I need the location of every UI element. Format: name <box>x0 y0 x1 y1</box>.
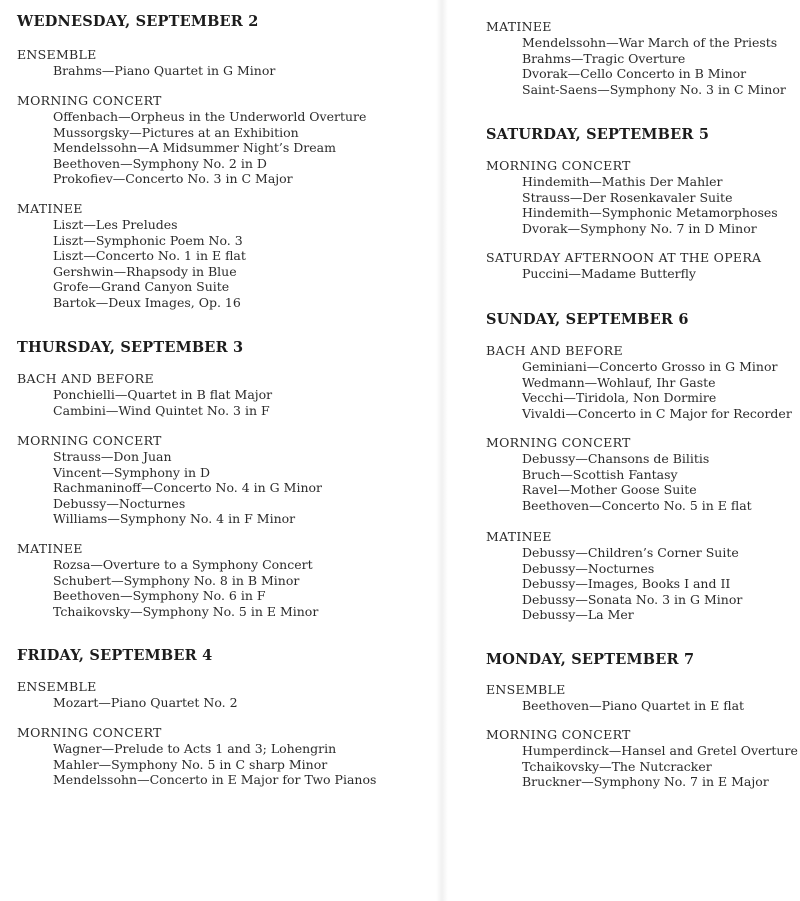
piece: Beethoven—Symphony No. 2 in D <box>53 155 267 171</box>
section-title: MORNING CONCERT <box>486 435 631 450</box>
section-afternoon-opera <box>486 250 761 282</box>
piece: Williams—Symphony No. 4 in F Minor <box>53 511 296 526</box>
piece: Beethoven—Concerto No. 5 in E flat <box>522 497 752 513</box>
section-matinee <box>17 201 246 310</box>
piece: Beethoven—Piano Quartet in E flat <box>522 698 745 713</box>
piece: Brahms—Piano Quartet in G Minor <box>53 63 276 78</box>
piece: Mahler—Symphony No. 5 in C sharp Minor <box>53 756 328 772</box>
section-title: MATINEE <box>486 529 552 544</box>
piece: Vivaldi—Concerto in C Major for Recorder <box>522 405 792 421</box>
section-title: ENSEMBLE <box>17 47 97 62</box>
piece: Brahms—Tragic Overture <box>522 50 686 66</box>
piece: Strauss—Don Juan <box>53 449 172 464</box>
piece: Mendelssohn—A Midsummer Night’s Dream <box>53 140 336 155</box>
day-heading-thursday: THURSDAY, SEPTEMBER 3 <box>17 339 244 356</box>
section-bach-and-before <box>486 343 792 421</box>
section-title: ENSEMBLE <box>486 682 566 697</box>
section-title: SATURDAY AFTERNOON AT THE OPERA <box>486 250 762 265</box>
piece: Debussy—Nocturnes <box>53 495 186 511</box>
section-title: MATINEE <box>17 201 83 216</box>
section-title: ENSEMBLE <box>17 679 97 694</box>
section-morning-concert <box>486 435 752 513</box>
piece: Debussy—Images, Books I and II <box>522 576 731 591</box>
section-morning-concert <box>17 433 322 527</box>
section-morning-concert <box>486 727 798 790</box>
piece: Strauss—Der Rosenkavaler Suite <box>522 189 733 205</box>
piece: Debussy—Sonata No. 3 in G Minor <box>522 591 743 607</box>
piece: Wagner—Prelude to Acts 1 and 3; Lohengrin <box>53 741 337 756</box>
piece: Vecchi—Tiridola, Non Dormire <box>522 390 717 405</box>
piece: Dvorak—Symphony No. 7 in D Minor <box>522 220 757 236</box>
section-ensemble <box>17 47 275 79</box>
section-matinee-continued <box>486 19 786 97</box>
piece: Bartok—Deux Images, Op. 16 <box>53 294 241 310</box>
day-heading-wednesday: WEDNESDAY, SEPTEMBER 2 <box>17 13 259 30</box>
piece: Puccini—Madame Butterfly <box>522 266 696 281</box>
piece: Debussy—La Mer <box>522 607 634 622</box>
piece: Liszt—Les Preludes <box>53 217 178 232</box>
piece: Rachmaninoff—Concerto No. 4 in G Minor <box>53 480 322 495</box>
piece: Ravel—Mother Goose Suite <box>522 482 697 497</box>
piece: Rozsa—Overture to a Symphony Concert <box>53 557 313 572</box>
piece: Offenbach—Orpheus in the Underworld Overture <box>53 109 367 124</box>
section-title: MORNING CONCERT <box>17 725 162 740</box>
piece: Hindemith—Mathis Der Mahler <box>522 174 723 189</box>
section-bach-and-before <box>17 371 272 418</box>
piece: Liszt—Symphonic Poem No. 3 <box>53 232 243 248</box>
section-title: MORNING CONCERT <box>17 93 162 108</box>
section-ensemble <box>17 679 238 711</box>
piece: Debussy—Nocturnes <box>522 560 655 576</box>
piece: Beethoven—Symphony No. 6 in F <box>53 588 266 603</box>
piece: Debussy—Chansons de Bilitis <box>522 451 710 466</box>
piece: Mendelssohn—War March of the Priests <box>522 35 778 50</box>
day-heading-friday: FRIDAY, SEPTEMBER 4 <box>17 647 213 664</box>
day-heading-monday: MONDAY, SEPTEMBER 7 <box>486 651 695 668</box>
section-morning-concert <box>17 725 376 788</box>
piece: Hindemith—Symphonic Metamorphoses <box>522 205 778 220</box>
piece: Dvorak—Cello Concerto in B Minor <box>522 66 747 81</box>
piece: Schubert—Symphony No. 8 in B Minor <box>53 572 300 588</box>
piece: Bruch—Scottish Fantasy <box>522 466 678 482</box>
piece: Humperdinck—Hansel and Gretel Overture <box>522 743 798 758</box>
day-heading-sunday: SUNDAY, SEPTEMBER 6 <box>486 311 689 328</box>
section-matinee <box>486 529 742 623</box>
piece: Wedmann—Wohlauf, Ihr Gaste <box>522 374 716 390</box>
section-title: BACH AND BEFORE <box>17 371 154 386</box>
piece: Debussy—Children’s Corner Suite <box>522 545 739 560</box>
section-title: MORNING CONCERT <box>486 158 631 173</box>
section-morning-concert <box>17 93 366 187</box>
piece: Prokofiev—Concerto No. 3 in C Major <box>53 171 293 186</box>
section-title: MATINEE <box>17 541 83 556</box>
section-morning-concert <box>486 158 778 236</box>
section-title: MORNING CONCERT <box>17 433 162 448</box>
page-fold <box>436 0 448 901</box>
piece: Gershwin—Rhapsody in Blue <box>53 263 237 279</box>
section-title: BACH AND BEFORE <box>486 343 623 358</box>
piece: Liszt—Concerto No. 1 in E flat <box>53 248 246 263</box>
section-title: MATINEE <box>486 19 552 34</box>
section-ensemble <box>486 682 744 714</box>
piece: Ponchielli—Quartet in B flat Major <box>53 387 273 402</box>
section-matinee <box>17 541 318 619</box>
piece: Grofe—Grand Canyon Suite <box>53 279 230 294</box>
piece: Cambini—Wind Quintet No. 3 in F <box>53 402 270 418</box>
piece: Mendelssohn—Concerto in E Major for Two Pianos <box>53 772 377 787</box>
day-heading-saturday: SATURDAY, SEPTEMBER 5 <box>486 126 710 143</box>
piece: Mussorgsky—Pictures at an Exhibition <box>53 124 299 140</box>
piece: Mozart—Piano Quartet No. 2 <box>53 695 238 710</box>
piece: Saint-Saens—Symphony No. 3 in C Minor <box>522 81 786 97</box>
piece: Tchaikovsky—The Nutcracker <box>522 758 712 774</box>
piece: Tchaikovsky—Symphony No. 5 in E Minor <box>53 603 319 619</box>
piece: Geminiani—Concerto Grosso in G Minor <box>522 359 778 374</box>
piece: Bruckner—Symphony No. 7 in E Major <box>522 774 769 789</box>
piece: Vincent—Symphony in D <box>53 464 211 480</box>
section-title: MORNING CONCERT <box>486 727 631 742</box>
